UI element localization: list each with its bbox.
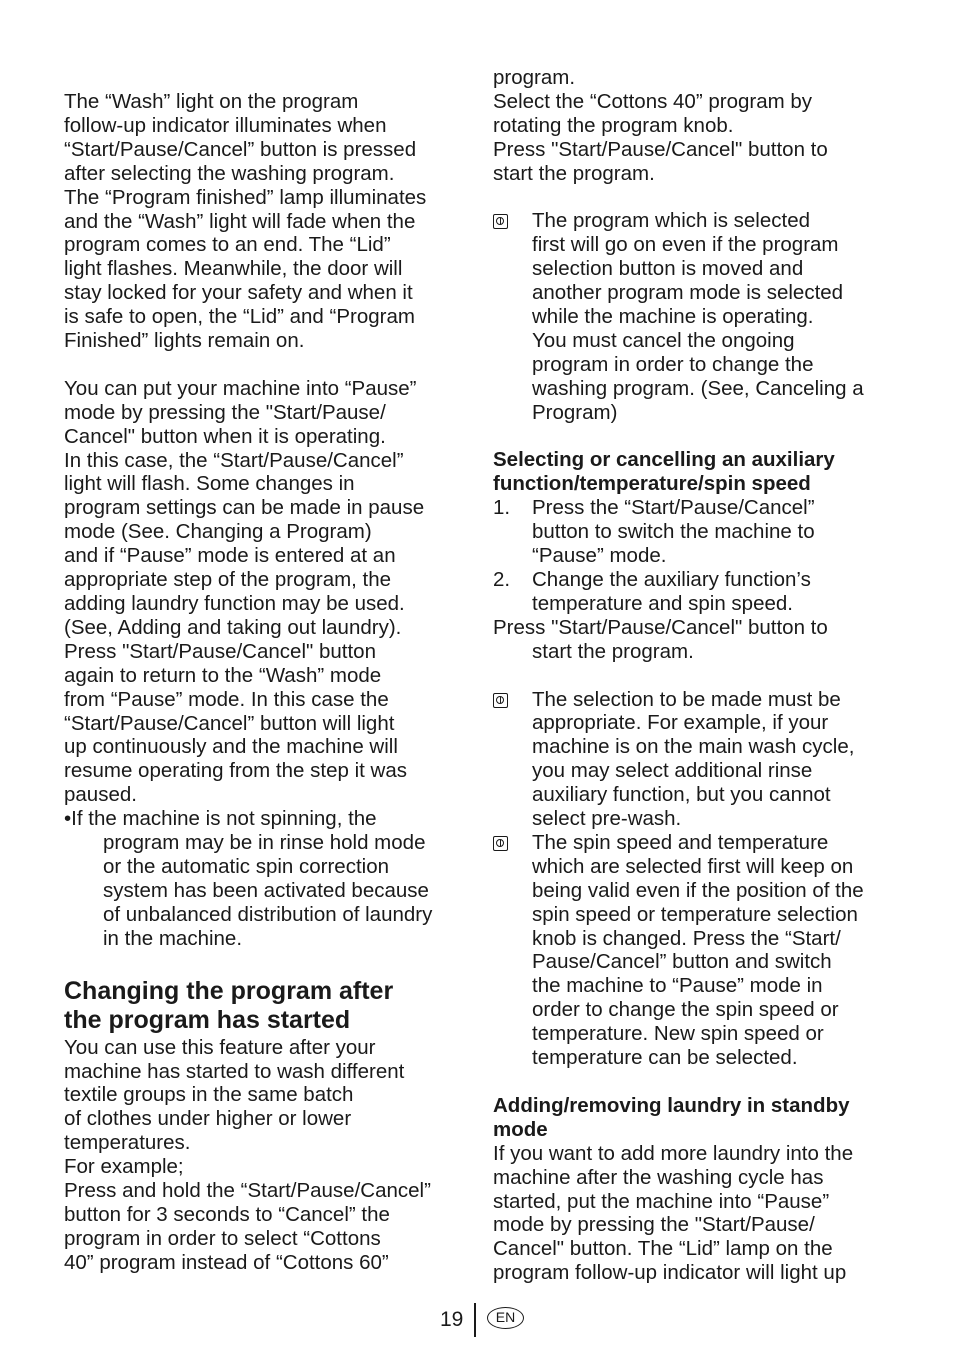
text-line: program comes to an end. The “Lid” bbox=[64, 233, 391, 257]
text-line: You can use this feature after your bbox=[64, 1035, 376, 1059]
text-line: The program which is selected bbox=[532, 209, 811, 233]
text-line: button for 3 seconds to “Cancel” the bbox=[64, 1202, 390, 1226]
text-line: temperature can be selected. bbox=[532, 1046, 798, 1070]
text-line: “Start/Pause/Cancel” button will light bbox=[64, 711, 395, 735]
text-line: You must cancel the ongoing bbox=[532, 328, 795, 352]
text-line: program follow-up indicator will light up bbox=[493, 1261, 847, 1285]
text-line: machine has started to wash different bbox=[64, 1059, 405, 1083]
text-line: program may be in rinse hold mode bbox=[103, 831, 426, 855]
text-line: machine after the washing cycle has bbox=[493, 1165, 824, 1189]
section-heading bbox=[64, 977, 462, 1036]
text-line: spin speed or temperature selection bbox=[532, 902, 858, 926]
text-line: you may select additional rinse bbox=[532, 759, 813, 783]
text-line: system has been activated because bbox=[103, 878, 429, 902]
text-line: in the machine. bbox=[103, 926, 243, 950]
text-line: start the program. bbox=[532, 639, 694, 663]
text-line: appropriate. For example, if your bbox=[532, 711, 829, 735]
text-line: Cancel" button. The “Lid” lamp on the bbox=[493, 1237, 833, 1261]
text-line: The spin speed and temperature bbox=[532, 830, 829, 854]
page-number: 19 bbox=[440, 1308, 464, 1331]
text-line: another program mode is selected bbox=[532, 281, 844, 305]
text-line: start the program. bbox=[493, 161, 655, 185]
text-line: washing program. (See, Canceling a bbox=[532, 376, 864, 400]
text-line: Press "Start/Pause/Cancel" button to bbox=[493, 137, 828, 161]
text-line: being valid even if the position of the bbox=[532, 878, 864, 902]
text-line: stay locked for your safety and when it bbox=[64, 281, 413, 305]
text-line: again to return to the “Wash” mode bbox=[64, 663, 382, 687]
info-note-program bbox=[493, 209, 893, 424]
text-line: adding laundry function may be used. bbox=[64, 592, 405, 616]
text-line: The “Wash” light on the program bbox=[64, 90, 359, 113]
text-line: “Start/Pause/Cancel” button is pressed bbox=[64, 137, 417, 161]
text-line: temperature. New spin speed or bbox=[532, 1022, 824, 1046]
text-line: rotating the program knob. bbox=[493, 113, 734, 137]
text-line: 40” program instead of “Cottons 60” bbox=[64, 1250, 389, 1274]
standby-subheading bbox=[493, 1094, 893, 1142]
info-icon bbox=[493, 214, 508, 229]
subheading-line: mode bbox=[493, 1117, 548, 1141]
text-line: Cancel" button when it is operating. bbox=[64, 424, 386, 448]
info-note-selection bbox=[493, 688, 893, 831]
right-column bbox=[493, 0, 893, 1285]
auxiliary-steps bbox=[493, 496, 893, 663]
heading-line: the program has started bbox=[64, 1006, 351, 1035]
step-item bbox=[493, 496, 893, 568]
info-icon bbox=[493, 693, 508, 708]
text-line: from “Pause” mode. In this case the bbox=[64, 687, 389, 711]
text-line: Pause/Cancel” button and switch bbox=[532, 950, 832, 974]
text-line: Program) bbox=[532, 400, 618, 424]
text-line: paused. bbox=[64, 783, 137, 807]
text-line: temperature and spin speed. bbox=[532, 591, 793, 615]
text-line: light will flash. Some changes in bbox=[64, 472, 355, 496]
text-line: The “Program finished” lamp illuminates bbox=[64, 185, 427, 209]
text-line: and if “Pause” mode is entered at an bbox=[64, 544, 396, 568]
text-line: light flashes. Meanwhile, the door will bbox=[64, 257, 403, 281]
text-line: program in order to select “Cottons bbox=[64, 1226, 381, 1250]
text-line: of clothes under higher or lower bbox=[64, 1107, 352, 1131]
bullet-line: •If the machine is not spinning, the bbox=[64, 807, 377, 831]
text-line: textile groups in the same batch bbox=[64, 1083, 354, 1107]
text-line: knob is changed. Press the “Start/ bbox=[532, 926, 841, 950]
text-line: up continuously and the machine will bbox=[64, 735, 398, 759]
text-line: mode by pressing the "Start/Pause/ bbox=[64, 400, 386, 424]
text-line: is safe to open, the “Lid” and “Program bbox=[64, 305, 415, 329]
text-line: In this case, the “Start/Pause/Cancel” bbox=[64, 448, 404, 472]
text-line: order to change the spin speed or bbox=[532, 998, 839, 1022]
wash-light-paragraph bbox=[64, 0, 462, 353]
heading-line: Changing the program after bbox=[64, 976, 394, 1005]
text-line: Change the auxiliary function’s bbox=[532, 568, 811, 591]
text-line: You can put your machine into “Pause” bbox=[64, 376, 417, 400]
text-line: the machine to “Pause” mode in bbox=[532, 974, 823, 998]
change-program-paragraph bbox=[64, 1036, 462, 1275]
auxiliary-subheading bbox=[493, 448, 893, 496]
text-line: program settings can be made in pause bbox=[64, 496, 425, 520]
text-line: and the “Wash” light will fade when the bbox=[64, 209, 416, 233]
text-line: or the automatic spin correction bbox=[103, 854, 389, 878]
info-note-spin-speed bbox=[493, 831, 893, 1070]
info-icon bbox=[493, 836, 508, 851]
text-line: mode (See. Changing a Program) bbox=[64, 520, 372, 544]
text-line: Press "Start/Pause/Cancel" button to bbox=[493, 615, 828, 639]
text-line: mode by pressing the "Start/Pause/ bbox=[493, 1213, 815, 1237]
text-line: For example; bbox=[64, 1155, 184, 1179]
text-line: (See, Adding and taking out laundry). bbox=[64, 615, 402, 639]
text-line: Press and hold the “Start/Pause/Cancel” bbox=[64, 1179, 431, 1203]
text-line: follow-up indicator illuminates when bbox=[64, 113, 387, 137]
step-number: 2. bbox=[493, 568, 511, 591]
pause-mode-paragraph bbox=[64, 377, 462, 807]
text-line: machine is on the main wash cycle, bbox=[532, 735, 855, 759]
text-line: started, put the machine into “Pause” bbox=[493, 1189, 830, 1213]
text-line: Press "Start/Pause/Cancel" button bbox=[64, 639, 376, 663]
text-line: button to switch the machine to bbox=[532, 520, 815, 544]
step-number: 1. bbox=[493, 496, 511, 520]
text-line: If you want to add more laundry into the bbox=[493, 1141, 854, 1165]
text-line: Select the “Cottons 40” program by bbox=[493, 89, 813, 113]
text-line: program in order to change the bbox=[532, 352, 814, 376]
subheading-line: Selecting or cancelling an auxiliary bbox=[493, 448, 835, 472]
text-line: selection button is moved and bbox=[532, 257, 804, 281]
text-line: auxiliary function, but you cannot bbox=[532, 783, 831, 807]
text-line: which are selected first will keep on bbox=[532, 854, 854, 878]
cottons-paragraph bbox=[493, 0, 893, 186]
subheading-line: Adding/removing laundry in standby bbox=[493, 1093, 850, 1117]
text-line: Finished” lights remain on. bbox=[64, 329, 305, 353]
text-line: select pre-wash. bbox=[532, 807, 682, 831]
text-line: appropriate step of the program, the bbox=[64, 568, 392, 592]
text-line: of unbalanced distribution of laundry bbox=[103, 902, 433, 926]
page-footer bbox=[0, 1303, 954, 1337]
language-badge: EN bbox=[487, 1307, 524, 1329]
text-line: The selection to be made must be bbox=[532, 687, 841, 711]
text-line: first will go on even if the program bbox=[532, 233, 839, 257]
spin-bullet-item bbox=[64, 807, 462, 950]
text-line: Press the “Start/Pause/Cancel” bbox=[532, 496, 815, 520]
footer-divider bbox=[474, 1303, 476, 1337]
subheading-line: function/temperature/spin speed bbox=[493, 472, 811, 496]
standby-paragraph bbox=[493, 1142, 893, 1285]
text-line: resume operating from the step it was bbox=[64, 759, 407, 783]
text-line: program. bbox=[493, 66, 576, 89]
text-line: while the machine is operating. bbox=[532, 305, 814, 329]
text-line: after selecting the washing program. bbox=[64, 161, 395, 185]
text-line: “Pause” mode. bbox=[532, 544, 667, 568]
step-item bbox=[493, 568, 893, 616]
left-column bbox=[64, 0, 462, 1275]
text-line: temperatures. bbox=[64, 1131, 191, 1155]
